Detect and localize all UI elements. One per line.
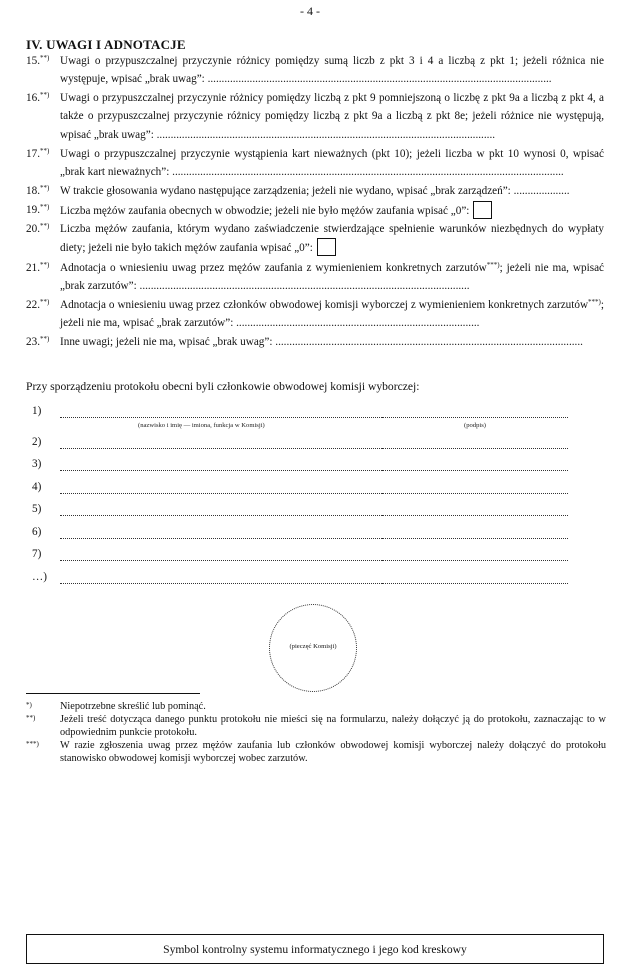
signature-field[interactable]	[382, 538, 568, 539]
member-row	[26, 503, 606, 523]
item-text: Liczba mężów zaufania obecnych w obwodzie; jeżeli nie było mężów zaufania wpisać „0”:	[60, 205, 470, 217]
footnote	[26, 713, 606, 739]
name-field[interactable]	[60, 448, 390, 449]
remarks-list	[26, 52, 604, 352]
fill-in-field[interactable]: .........................................................................................................................	[153, 128, 496, 141]
footnote-mark: **)	[39, 147, 50, 155]
signature-field[interactable]	[382, 560, 568, 561]
item-23	[26, 333, 604, 352]
footnote-text: Niepotrzebne skreślić lub pominąć.	[60, 701, 206, 712]
item-number: 20.	[26, 223, 40, 235]
name-field[interactable]	[60, 538, 390, 539]
footnote-mark: **)	[39, 261, 50, 269]
footnote-mark: **)	[39, 54, 50, 62]
count-box[interactable]	[317, 238, 336, 256]
member-number: 1)	[32, 405, 42, 417]
fill-in-field[interactable]: ......................................................................................................................	[136, 280, 470, 293]
name-field[interactable]	[60, 583, 390, 584]
signature-field[interactable]	[382, 417, 568, 418]
footnote-text: W razie zgłoszenia uwag przez mężów zaufania lub członków obwodowej komisji wyborczej należy dołączyć do protokołu stanowisko obwodowej komisji wyborczej wobec zarzutów.	[60, 740, 606, 764]
footnote-divider	[26, 693, 200, 694]
footnote-text: Jeżeli treść dotycząca danego punktu protokołu nie mieści się na formularzu, należy dołączyć ją do protokołu, zaznaczając to w odpowiednim punkcie protokołu.	[60, 714, 606, 738]
item-text: Uwagi o przypuszczalnej przyczynie różnicy pomiędzy liczbą z pkt 9 pomniejszoną o liczbę z pkt 9a a liczbą z pkt 4, a także o przypuszczalnej przyczynie różnicy pomiędzy liczbą z pkt 9a a liczbą z pkt 8e; jeżeli różnice nie występują, wpisać „brak uwag”:	[60, 92, 604, 141]
footnote-mark: **)	[39, 335, 50, 343]
signature-field[interactable]	[382, 515, 568, 516]
item-22	[26, 296, 604, 333]
member-number: 3)	[32, 458, 42, 470]
name-field[interactable]	[60, 515, 390, 516]
item-text: W trakcie głosowania wydano następujące zarządzenia; jeżeli nie wydano, wpisać „brak zarządzeń”:	[60, 185, 511, 197]
fill-in-field[interactable]: ..............................................................................................................	[272, 336, 583, 348]
member-row	[26, 548, 606, 568]
page-number: - 4 -	[300, 4, 320, 18]
name-field[interactable]	[60, 417, 390, 418]
footnote-mark: **)	[26, 714, 36, 722]
signature-field[interactable]	[382, 583, 568, 584]
footnote-mark: **)	[39, 222, 50, 230]
fill-in-field[interactable]: ............................................................................................................................................	[169, 166, 564, 179]
member-number: …)	[32, 571, 47, 583]
signature-field[interactable]	[382, 470, 568, 471]
item-text: Adnotacja o wniesieniu uwag przez członków obwodowej komisji wyborczej z wymienieniem konkretnych zarzutów	[60, 299, 589, 311]
item-number: 17.	[26, 148, 40, 160]
footnote-mark: **)	[39, 298, 50, 306]
item-16	[26, 89, 604, 145]
item-19	[26, 201, 604, 220]
count-box[interactable]	[473, 201, 492, 219]
footnote-mark: ***)	[486, 261, 500, 269]
fill-in-field[interactable]: ...........................................................................................................................	[204, 73, 552, 86]
member-number: 7)	[32, 548, 42, 560]
signature-field[interactable]	[382, 448, 568, 449]
member-number: 6)	[32, 526, 42, 538]
item-20	[26, 220, 604, 259]
member-number: 5)	[32, 503, 42, 515]
member-number: 4)	[32, 481, 42, 493]
item-number: 22.	[26, 299, 40, 311]
item-15	[26, 52, 604, 89]
item-text: Uwagi o przypuszczalnej przyczynie wystąpienia kart nieważnych (pkt 10); jeżeli liczba w pkt 10 wynosi 0, wpisać „brak kart nieważnych”:	[60, 148, 604, 179]
commission-seal-area	[269, 604, 357, 692]
member-row	[26, 436, 606, 456]
item-18	[26, 182, 604, 201]
member-row	[26, 405, 606, 425]
footnote	[26, 739, 606, 765]
name-caption: (nazwisko i imię — imiona, funkcja w Komisji)	[138, 422, 265, 429]
item-number: 23.	[26, 336, 40, 348]
item-number: 16.	[26, 92, 40, 104]
name-field[interactable]	[60, 493, 390, 494]
signature-caption: (podpis)	[464, 422, 486, 429]
member-row	[26, 571, 606, 591]
footnote-mark: **)	[39, 184, 50, 192]
item-number: 15.	[26, 55, 40, 67]
footnote-mark: **)	[39, 203, 50, 211]
item-text: Uwagi o przypuszczalnej przyczynie różnicy pomiędzy sumą liczb z pkt 3 i 4 a liczbą z pkt 1; jeżeli różnica nie występuje, wpisać „brak uwag”:	[60, 55, 604, 86]
item-number: 21.	[26, 262, 40, 274]
item-text: ; jeżeli nie ma, wpisać „brak zarzutów”:	[60, 299, 604, 330]
signature-field[interactable]	[382, 493, 568, 494]
item-text: Adnotacja o wniesieniu uwag przez mężów zaufania z wymienieniem konkretnych zarzutów	[60, 262, 487, 274]
present-members-heading: Przy sporządzeniu protokołu obecni byli członkowie obwodowej komisji wyborczej:	[26, 380, 420, 393]
item-17	[26, 145, 604, 182]
item-text: Liczba mężów zaufania, którym wydano zaświadczenie stwierdzające spełnienie warunków niezbędnych do wypłaty diety; jeżeli nie było takich mężów zaufania wpisać „0”:	[60, 223, 604, 255]
footnote-mark: ***)	[26, 740, 39, 748]
footnotes	[26, 700, 606, 765]
item-21	[26, 259, 604, 296]
footnote-mark: ***)	[588, 298, 601, 306]
item-number: 18.	[26, 185, 40, 197]
item-number: 19.	[26, 204, 40, 216]
control-symbol-box	[26, 934, 604, 964]
item-text: Inne uwagi; jeżeli nie ma, wpisać „brak uwag”:	[60, 336, 273, 348]
name-field[interactable]	[60, 470, 390, 471]
member-number: 2)	[32, 436, 42, 448]
name-field[interactable]	[60, 560, 390, 561]
item-text: ; jeżeli nie ma, wpisać „brak zarzutów”:	[60, 262, 605, 293]
footnote-mark: **)	[39, 91, 50, 99]
footnote	[26, 700, 606, 713]
member-row	[26, 458, 606, 478]
control-symbol-label: Symbol kontrolny systemu informatycznego i jego kod kreskowy	[163, 943, 467, 956]
fill-in-field[interactable]: .......................................................................................	[233, 317, 480, 330]
fill-in-field[interactable]: ....................	[510, 185, 570, 197]
member-row	[26, 526, 606, 546]
seal-caption: (pieczęć Komisji)	[289, 643, 337, 650]
section-title: IV. UWAGI I ADNOTACJE	[26, 37, 186, 52]
member-row	[26, 481, 606, 501]
footnote-mark: *)	[26, 701, 32, 709]
